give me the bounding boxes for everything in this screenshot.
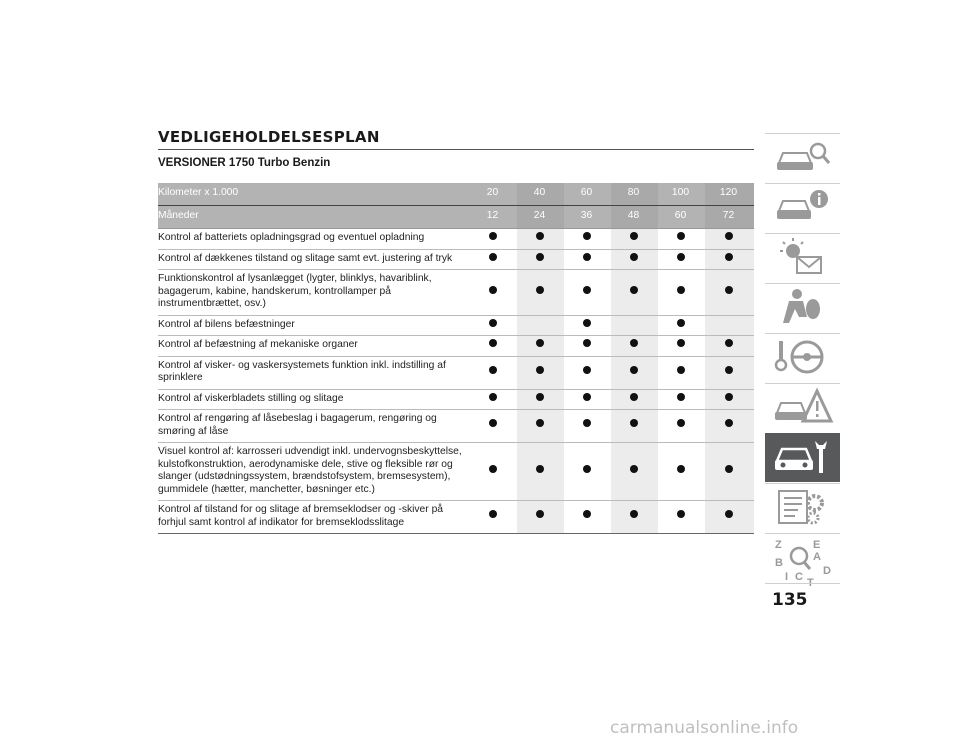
interval-cell bbox=[658, 501, 705, 534]
required-dot-icon bbox=[677, 393, 685, 401]
header-months-value: 36 bbox=[564, 206, 611, 229]
interval-cell bbox=[611, 389, 658, 410]
header-km-value: 120 bbox=[705, 183, 754, 206]
required-dot-icon bbox=[536, 419, 544, 427]
table-row bbox=[158, 315, 754, 336]
tab-bar-divider bbox=[765, 583, 840, 584]
chapter-tab[interactable] bbox=[765, 333, 840, 382]
task-description: Kontrol af batteriets opladningsgrad og eventuel opladning bbox=[158, 229, 470, 250]
table-row bbox=[158, 356, 754, 389]
required-dot-icon bbox=[489, 339, 497, 347]
table-row bbox=[158, 443, 754, 501]
interval-cell bbox=[611, 315, 658, 336]
interval-cell bbox=[564, 410, 611, 443]
interval-cell bbox=[658, 443, 705, 501]
interval-cell bbox=[611, 501, 658, 534]
required-dot-icon bbox=[630, 366, 638, 374]
task-description: Kontrol af rengøring af låsebeslag i bagagerum, rengøring og smøring af låse bbox=[158, 410, 470, 443]
task-description: Kontrol af dækkenes tilstand og slitage samt evt. justering af tryk bbox=[158, 249, 470, 270]
interval-cell bbox=[564, 389, 611, 410]
chapter-tab[interactable] bbox=[765, 183, 840, 232]
table-row bbox=[158, 336, 754, 357]
required-dot-icon bbox=[536, 232, 544, 240]
required-dot-icon bbox=[725, 286, 733, 294]
interval-cell bbox=[517, 315, 564, 336]
required-dot-icon bbox=[630, 286, 638, 294]
index-letter: C bbox=[795, 571, 803, 583]
required-dot-icon bbox=[725, 465, 733, 473]
chapter-tab[interactable] bbox=[765, 383, 840, 432]
interval-cell bbox=[705, 249, 754, 270]
index-letter: T bbox=[807, 577, 814, 589]
interval-cell bbox=[564, 315, 611, 336]
required-dot-icon bbox=[489, 366, 497, 374]
maintenance-table bbox=[158, 183, 754, 534]
header-months-value: 24 bbox=[517, 206, 564, 229]
required-dot-icon bbox=[583, 253, 591, 261]
maintenance-table-body bbox=[158, 229, 754, 534]
interval-cell bbox=[470, 336, 517, 357]
interval-cell bbox=[517, 336, 564, 357]
header-km-label: Kilometer x 1.000 bbox=[158, 183, 470, 206]
header-km-value: 80 bbox=[611, 183, 658, 206]
table-row bbox=[158, 229, 754, 250]
interval-cell bbox=[517, 501, 564, 534]
required-dot-icon bbox=[725, 393, 733, 401]
required-dot-icon bbox=[583, 232, 591, 240]
required-dot-icon bbox=[677, 366, 685, 374]
required-dot-icon bbox=[583, 366, 591, 374]
interval-cell bbox=[470, 270, 517, 316]
required-dot-icon bbox=[489, 232, 497, 240]
required-dot-icon bbox=[536, 465, 544, 473]
interval-cell bbox=[517, 229, 564, 250]
required-dot-icon bbox=[725, 510, 733, 518]
interval-cell bbox=[470, 249, 517, 270]
header-row-km bbox=[158, 183, 754, 206]
header-months-value: 12 bbox=[470, 206, 517, 229]
required-dot-icon bbox=[677, 510, 685, 518]
interval-cell bbox=[470, 443, 517, 501]
required-dot-icon bbox=[536, 366, 544, 374]
required-dot-icon bbox=[489, 286, 497, 294]
interval-cell bbox=[564, 443, 611, 501]
header-km-value: 100 bbox=[658, 183, 705, 206]
interval-cell bbox=[658, 336, 705, 357]
required-dot-icon bbox=[677, 253, 685, 261]
interval-cell bbox=[611, 249, 658, 270]
interval-cell bbox=[658, 229, 705, 250]
task-description: Kontrol af bilens befæstninger bbox=[158, 315, 470, 336]
interval-cell bbox=[517, 443, 564, 501]
interval-cell bbox=[517, 356, 564, 389]
required-dot-icon bbox=[630, 339, 638, 347]
required-dot-icon bbox=[677, 339, 685, 347]
required-dot-icon bbox=[583, 510, 591, 518]
chapter-tab[interactable] bbox=[765, 433, 840, 482]
interval-cell bbox=[705, 270, 754, 316]
required-dot-icon bbox=[583, 393, 591, 401]
table-row bbox=[158, 249, 754, 270]
table-row bbox=[158, 270, 754, 316]
required-dot-icon bbox=[536, 510, 544, 518]
required-dot-icon bbox=[583, 419, 591, 427]
interval-cell bbox=[470, 315, 517, 336]
interval-cell bbox=[611, 443, 658, 501]
required-dot-icon bbox=[489, 393, 497, 401]
header-km-value: 60 bbox=[564, 183, 611, 206]
required-dot-icon bbox=[583, 465, 591, 473]
chapter-tab[interactable] bbox=[765, 133, 840, 182]
interval-cell bbox=[611, 229, 658, 250]
interval-cell bbox=[658, 315, 705, 336]
interval-cell bbox=[658, 270, 705, 316]
index-letter: D bbox=[823, 565, 831, 577]
task-description: Kontrol af tilstand for og slitage af bremseklodser og -skiver på forhjul samt kontrol af indikator for bremseklodsslitage bbox=[158, 501, 470, 534]
interval-cell bbox=[705, 410, 754, 443]
interval-cell bbox=[564, 229, 611, 250]
header-row-months bbox=[158, 206, 754, 229]
table-row bbox=[158, 389, 754, 410]
page-title: VEDLIGEHOLDELSESPLAN bbox=[158, 128, 754, 150]
interval-cell bbox=[470, 389, 517, 410]
table-row bbox=[158, 410, 754, 443]
required-dot-icon bbox=[583, 339, 591, 347]
header-months-label: Måneder bbox=[158, 206, 470, 229]
section-subtitle: VERSIONER 1750 Turbo Benzin bbox=[158, 157, 331, 169]
interval-cell bbox=[517, 249, 564, 270]
required-dot-icon bbox=[489, 319, 497, 327]
interval-cell bbox=[470, 410, 517, 443]
chapter-tab[interactable] bbox=[765, 233, 840, 282]
interval-cell bbox=[658, 410, 705, 443]
index-letter: Z bbox=[775, 539, 782, 551]
task-description: Visuel kontrol af: karrosseri udvendigt inkl. undervognsbeskyttelse, kulstofkonstruktion, aerodynamiske dele, stive og fleksible rør og slanger (udstødningssystem, brændstofsystem, bremsesystem), gummidele (hætter, manchetter, bøsninger etc.) bbox=[158, 443, 470, 501]
required-dot-icon bbox=[536, 253, 544, 261]
required-dot-icon bbox=[583, 286, 591, 294]
required-dot-icon bbox=[489, 465, 497, 473]
interval-cell bbox=[705, 389, 754, 410]
interval-cell bbox=[517, 270, 564, 316]
task-description: Kontrol af visker- og vaskersystemets funktion inkl. indstilling af sprinklere bbox=[158, 356, 470, 389]
required-dot-icon bbox=[677, 419, 685, 427]
header-km-value: 40 bbox=[517, 183, 564, 206]
chapter-tab[interactable] bbox=[765, 533, 840, 589]
watermark: carmanualsonline.info bbox=[610, 718, 799, 738]
required-dot-icon bbox=[583, 319, 591, 327]
interval-cell bbox=[611, 356, 658, 389]
required-dot-icon bbox=[536, 286, 544, 294]
task-description: Kontrol af viskerbladets stilling og slitage bbox=[158, 389, 470, 410]
required-dot-icon bbox=[677, 286, 685, 294]
required-dot-icon bbox=[489, 419, 497, 427]
interval-cell bbox=[517, 389, 564, 410]
interval-cell bbox=[611, 336, 658, 357]
required-dot-icon bbox=[677, 232, 685, 240]
interval-cell bbox=[517, 410, 564, 443]
header-months-value: 72 bbox=[705, 206, 754, 229]
table-row bbox=[158, 501, 754, 534]
required-dot-icon bbox=[630, 419, 638, 427]
required-dot-icon bbox=[489, 253, 497, 261]
interval-cell bbox=[470, 501, 517, 534]
interval-cell bbox=[705, 356, 754, 389]
index-letter: E bbox=[813, 539, 821, 551]
interval-cell bbox=[470, 356, 517, 389]
interval-cell bbox=[564, 501, 611, 534]
interval-cell bbox=[658, 356, 705, 389]
required-dot-icon bbox=[630, 465, 638, 473]
required-dot-icon bbox=[725, 366, 733, 374]
required-dot-icon bbox=[725, 419, 733, 427]
interval-cell bbox=[658, 389, 705, 410]
required-dot-icon bbox=[630, 232, 638, 240]
required-dot-icon bbox=[489, 510, 497, 518]
interval-cell bbox=[705, 315, 754, 336]
interval-cell bbox=[564, 249, 611, 270]
task-description: Kontrol af befæstning af mekaniske organer bbox=[158, 336, 470, 357]
interval-cell bbox=[564, 336, 611, 357]
interval-cell bbox=[705, 501, 754, 534]
chapter-tab[interactable] bbox=[765, 283, 840, 332]
index-letter: B bbox=[775, 557, 783, 569]
interval-cell bbox=[611, 270, 658, 316]
header-months-value: 48 bbox=[611, 206, 658, 229]
interval-cell bbox=[470, 229, 517, 250]
interval-cell bbox=[611, 410, 658, 443]
required-dot-icon bbox=[536, 393, 544, 401]
interval-cell bbox=[564, 270, 611, 316]
required-dot-icon bbox=[630, 253, 638, 261]
required-dot-icon bbox=[630, 510, 638, 518]
header-months-value: 60 bbox=[658, 206, 705, 229]
interval-cell bbox=[705, 336, 754, 357]
interval-cell bbox=[705, 443, 754, 501]
required-dot-icon bbox=[725, 253, 733, 261]
interval-cell bbox=[564, 356, 611, 389]
required-dot-icon bbox=[677, 465, 685, 473]
required-dot-icon bbox=[630, 393, 638, 401]
index-letter: A bbox=[813, 551, 821, 563]
chapter-tab[interactable] bbox=[765, 483, 840, 532]
interval-cell bbox=[658, 249, 705, 270]
interval-cell bbox=[705, 229, 754, 250]
task-description: Funktionskontrol af lysanlægget (lygter, blinklys, havariblink, bagagerum, kabine, handskerum, kontrollamper på instrumentbrættet, osv.) bbox=[158, 270, 470, 316]
required-dot-icon bbox=[725, 339, 733, 347]
header-km-value: 20 bbox=[470, 183, 517, 206]
required-dot-icon bbox=[677, 319, 685, 327]
page-number: 135 bbox=[772, 590, 808, 610]
required-dot-icon bbox=[725, 232, 733, 240]
required-dot-icon bbox=[536, 339, 544, 347]
index-letter: I bbox=[785, 571, 789, 583]
